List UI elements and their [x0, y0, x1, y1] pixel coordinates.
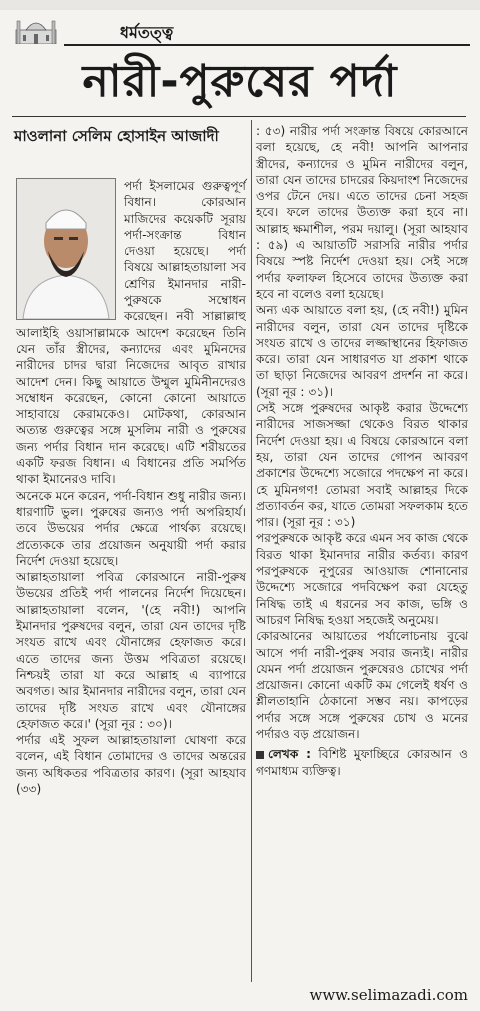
article-column-left	[16, 178, 246, 797]
top-strip	[0, 0, 480, 10]
author-photo	[16, 178, 116, 320]
paragraph: পর্দা ইসলামের গুরুত্বপূর্ণ বিধান। কোরআন মাজিদের কয়েকটি সূরায় পর্দা-সংক্রান্ত বিধান দেওয়া হয়েছে। পর্দা বিষয়ে আল্লাহতায়ালা সব শ্রেণির ইমানদার নারী-পুরুষকে সম্বোধন করেছেন। নবী সাল্লাল্লাহু আলাইহি ওয়াসাল্লামকে আদেশ করেছেন তিনি যেন তাঁর স্ত্রীদের, কন্যাদের এবং মুমিনদের নারীদের চাদর দ্বারা নিজেদের আবৃত রাখার আদেশ দেন। কিছু আয়াতে উম্মুল মুমিনীনদেরও সম্বোধন করেছেন, কোনো কোনো আয়াতে সাহাবায়ে কেরামকেও। মোটকথা, কোরআন অত্যন্ত গুরুত্বের সঙ্গে মুসলিম নারী ও পুরুষের জন্য পর্দার বিধান দান করেছে। এটি শরীয়তের একটি ফরজ বিধান। এ বিধানের প্রতি সমর্পিত থাকা ইমানেরও দাবি।	[16, 179, 246, 487]
website-link[interactable]: www.selimazadi.com	[309, 986, 468, 1004]
headline: নারী-পুরুষের পর্দা	[82, 56, 398, 107]
paragraph: পরপুরুষকে আকৃষ্ট করে এমন সব কাজ থেকে বিরত থাকা ইমানদার নারীর কর্তব্য। কারণ পরপুরুষকে নূপুরের আওয়াজ শোনানোর উদ্দেশ্যে সজোরে পদবিক্ষেপ করা যেহেতু নিষিদ্ধ তাই এ ধরনের সব কাজ, ভঙ্গি ও আচরণ নিষিদ্ধ হওয়া সহজেই অনুমেয়।	[256, 531, 468, 627]
writer-label: লেখক :	[268, 747, 311, 762]
article-column-right	[256, 123, 468, 779]
writer-description: বিশিষ্ট মুফাচ্ছিরে কোরআন ও গণমাধ্যম ব্যক্তিত্ব।	[256, 747, 468, 778]
section-divider	[64, 44, 470, 46]
column-divider	[251, 120, 252, 982]
paragraph: অন্য এক আয়াতে বলা হয়, (হে নবী!) মুমিন নারীদের বলুন, তারা যেন তাদের দৃষ্টিকে সংযত রাখে ও তাদের লজ্জাস্থানের হিফাজত করে। তারা যেন সাধারণত যা প্রকাশ থাকে তা ছাড়া নিজেদের আবরণ প্রদর্শন না করে। (সূরা নূর : ৩১)।	[256, 303, 468, 399]
paragraph: পর্দার এই সুফল আল্লাহতায়ালা ঘোষণা করে বলেন, এই বিধান তোমাদের ও তাদের অন্তরের জন্য অধিকতর পবিত্রতার কারণ। (সূরা আহযাব (৩৩)	[16, 733, 246, 796]
paragraph: অনেকে মনে করেন, পর্দা-বিধান শুধু নারীর জন্য। ধারণাটি ভুল। পুরুষের জন্যও পর্দা অপরিহার্য। তবে উভয়ের পর্দার ক্ষেত্রে পার্থক্য রয়েছে। প্রত্যেককে তার প্রয়োজন অনুযায়ী পর্দা করার নির্দেশ দেওয়া হয়েছে।	[16, 488, 246, 568]
headline-rule	[12, 116, 466, 117]
paragraph: : ৫৩) নারীর পর্দা সংক্রান্ত বিষয়ে কোরআনে বলা হয়েছে, হে নবী! আপনি আপনার স্ত্রীদের, কন্যাদের ও মুমিন নারীদের বলুন, তারা যেন তাদের চাদরের কিয়দাংশ নিজেদের ওপর টেনে দেয়। এতে তাদের চেনা সহজ হবে। ফলে তাদের উত্যক্ত করা হবে না। আল্লাহ ক্ষমাশীল, পরম দয়ালু। (সূরা আহযাব : ৫৯) এ আয়াতটি সরাসরি নারীর পর্দার বিষয়ে স্পষ্ট নির্দেশ দেওয়া হয়। সেই সঙ্গে পর্দার ফলাফল হিসেবে তাদের উত্যক্ত করা হবে না বলেও বলা হয়েছে।	[256, 124, 468, 301]
author-name: মাওলানা সেলিম হোসাইন আজাদী	[14, 127, 219, 145]
section-label: ধর্মতত্ত্ব	[120, 23, 174, 42]
author-portrait-image	[17, 179, 115, 319]
paragraph: সেই সঙ্গে পুরুষদের আকৃষ্ট করার উদ্দেশ্যে নারীদের সাজসজ্জা থেকেও বিরত থাকার নির্দেশ দেওয়া হয়। এ বিষয়ে কোরআনে বলা হয়, তারা যেন তাদের গোপন আবরণ প্রকাশের উদ্দেশ্যে সজোরে পদক্ষেপ না করে। হে মুমিনগণ! তোমরা সবাই আল্লাহর দিকে প্রত্যাবর্তন কর, যাতে তোমরা সফলকাম হতে পার। (সূরা নূর : ৩১)	[256, 401, 468, 530]
bullet-square-icon	[256, 751, 264, 759]
writer-note	[256, 746, 468, 779]
paragraph: কোরআনের আয়াতের পর্যালোচনায় বুঝে আসে পর্দা নারী-পুরুষ সবার জন্যই। নারীর যেমন পর্দা প্রয়োজন পুরুষেরও চোখের পর্দা প্রয়োজন। কোনো একটি কম গেলেই ধর্ষণ ও শ্লীলতাহানি ঠেকানো সম্ভব নয়। কাপড়ের পর্দার সঙ্গে সঙ্গে পুরুষের চোখ ও মনের পর্দারও বড় প্রয়োজন।	[256, 629, 468, 741]
paragraph: আল্লাহতায়ালা পবিত্র কোরআনে নারী-পুরুষ উভয়ের প্রতিই পর্দা পালনের নির্দেশ দিয়েছেন। আল্লাহতায়ালা বলেন, '(হে নবী!) আপনি ইমানদার পুরুষদের বলুন, তারা যেন তাদের দৃষ্টি সংযত রাখে এবং যৌনাঙ্গের হেফাজত করে। এতে তাদের জন্য উত্তম পবিত্রতা রয়েছে। নিশ্চয়ই তারা যা করে আল্লাহ এ ব্যাপারে অবগত। আর ইমানদার নারীদের বলুন, তারা যেন তাদের দৃষ্টি সংযত রাখে এবং যৌনাঙ্গের হেফাজত করে।' (সূরা নূর : ৩০)।	[16, 570, 246, 731]
mosque-icon	[14, 18, 58, 44]
